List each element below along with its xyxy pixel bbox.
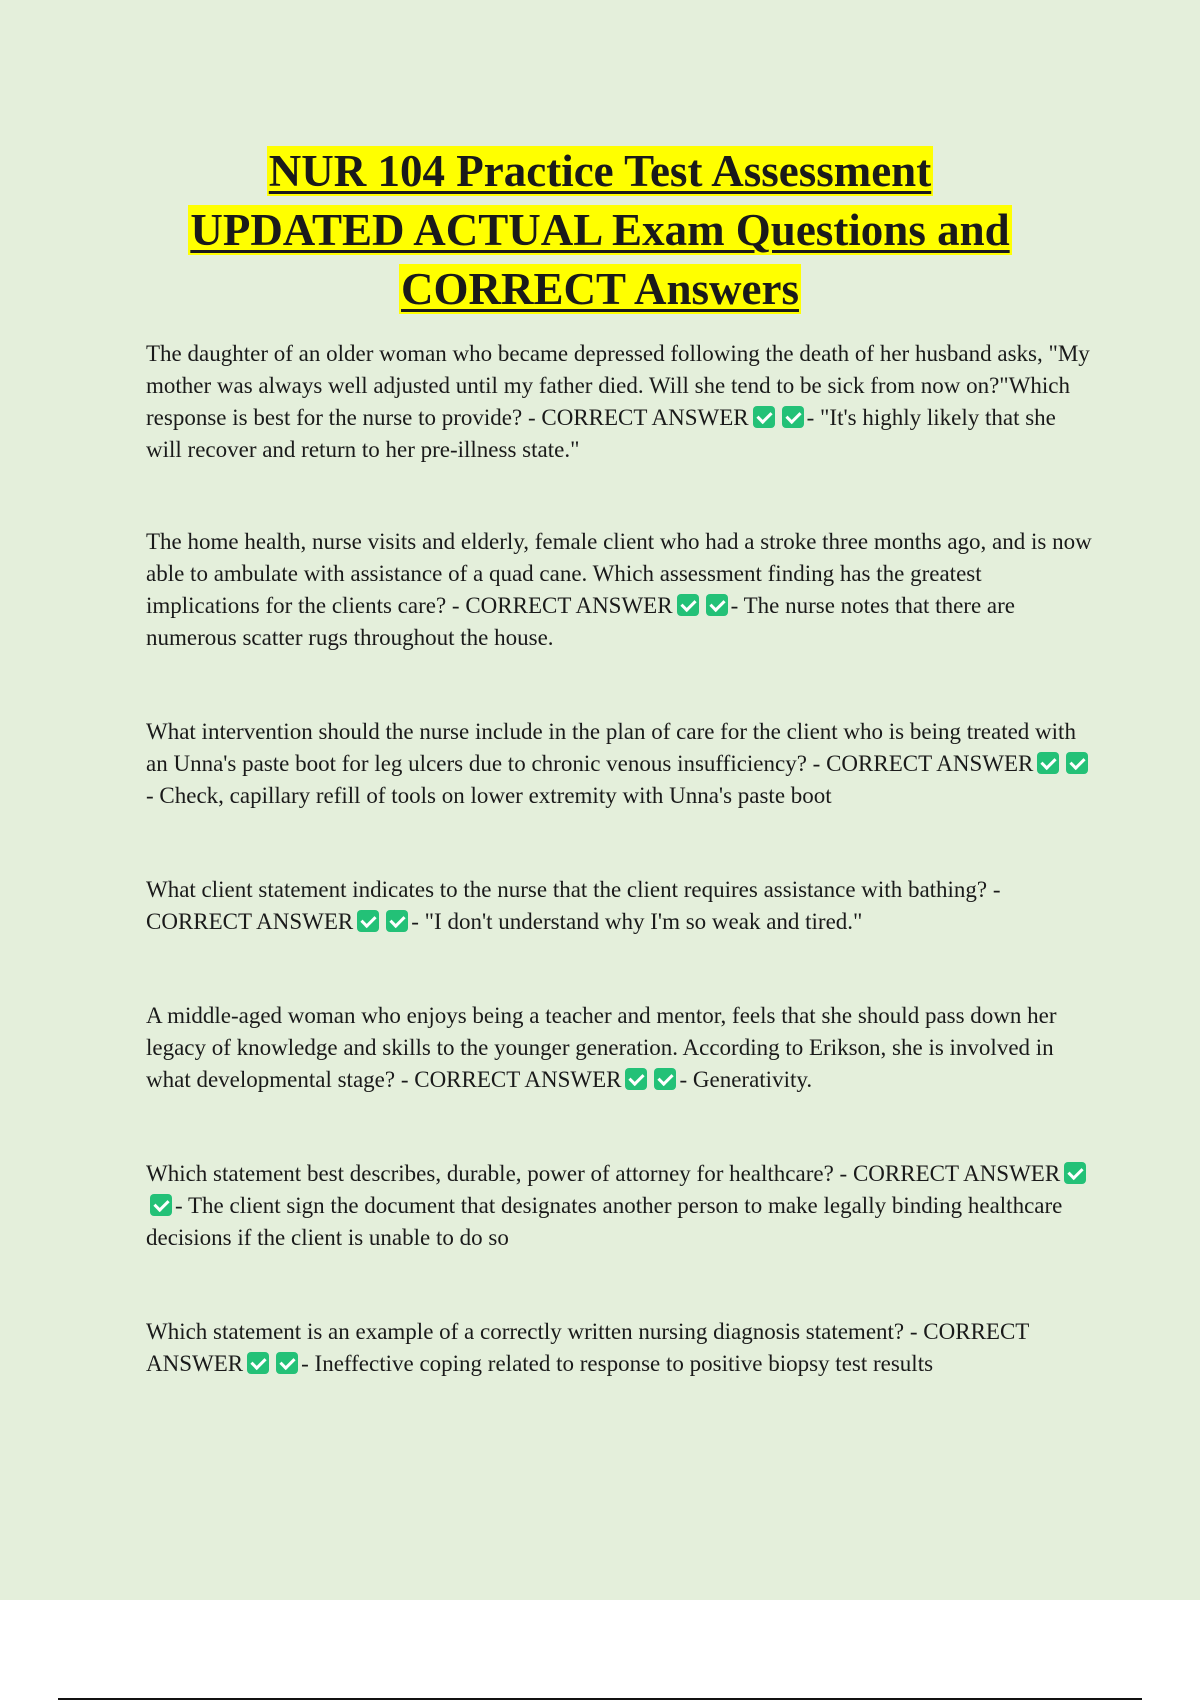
check-mark-box-icon <box>1037 752 1059 774</box>
check-mark-box-icon <box>1064 1162 1086 1184</box>
title-line-2: UPDATED ACTUAL Exam Questions and <box>190 205 1010 255</box>
question-text: Which statement best describes, durable, power of attorney for healthcare? - CORRECT ANSWER <box>146 1161 1061 1186</box>
check-mark-box-icon <box>753 406 775 428</box>
check-mark-box-icon <box>625 1068 647 1090</box>
question-text: Which statement is an example of a correctly written nursing diagnosis statement? - CORRECT ANSWER <box>146 1319 1029 1376</box>
check-mark-box-icon <box>782 406 804 428</box>
answer-text: - Check, capillary refill of tools on lower extremity with Unna's paste boot <box>146 783 832 808</box>
answer-text: - Ineffective coping related to response to positive biopsy test results <box>301 1351 934 1376</box>
qa-item <box>146 1316 1096 1380</box>
check-mark-box-icon <box>1066 752 1088 774</box>
question-text: What client statement indicates to the nurse that the client requires assistance with bathing? - CORRECT ANSWER <box>146 877 1001 934</box>
answer-text: - "I don't understand why I'm so weak and tired." <box>411 909 863 934</box>
qa-item <box>146 338 1096 466</box>
answer-text: - Generativity. <box>679 1067 813 1092</box>
qa-list <box>146 338 1096 1442</box>
answer-text: - The nurse notes that there are numerous scatter rugs throughout the house. <box>146 593 1015 650</box>
check-mark-box-icon <box>357 910 379 932</box>
qa-item <box>146 1000 1096 1096</box>
question-text: A middle-aged woman who enjoys being a teacher and mentor, feels that she should pass down her legacy of knowledge and skills to the younger generation. According to Erikson, she is involved in what developmental stage? - CORRECT ANSWER <box>146 1003 1057 1092</box>
question-text: What intervention should the nurse include in the plan of care for the client who is being treated with an Unna's paste boot for leg ulcers due to chronic venous insufficiency? - CORRECT ANSWER <box>146 719 1076 776</box>
qa-item <box>146 716 1096 812</box>
answer-text: - The client sign the document that designates another person to make legally binding healthcare decisions if the client is unable to do so <box>146 1193 1063 1250</box>
check-mark-box-icon <box>247 1352 269 1374</box>
question-text: The home health, nurse visits and elderly, female client who had a stroke three months ago, and is now able to ambulate with assistance of a quad cane. Which assessment finding has the greatest implications for the clients care? - CORRECT ANSWER <box>146 529 1092 618</box>
check-mark-box-icon <box>654 1068 676 1090</box>
qa-item <box>146 874 1096 938</box>
question-text: The daughter of an older woman who became depressed following the death of her husband asks, "My mother was always well adjusted until my father died. Will she tend to be sick from now on?"Which response is best for the nurse to provide? - CORRECT ANSWER <box>146 341 1090 430</box>
document-title <box>60 142 1140 319</box>
answer-text: - "It's highly likely that she will recover and return to her pre-illness state." <box>146 405 1056 462</box>
qa-item <box>146 1158 1096 1254</box>
title-line-1: NUR 104 Practice Test Assessment <box>268 146 932 196</box>
qa-item <box>146 526 1096 654</box>
check-mark-box-icon <box>677 594 699 616</box>
check-mark-box-icon <box>276 1352 298 1374</box>
check-mark-box-icon <box>386 910 408 932</box>
check-mark-box-icon <box>150 1194 172 1216</box>
title-line-3: CORRECT Answers <box>401 264 799 314</box>
check-mark-box-icon <box>706 594 728 616</box>
